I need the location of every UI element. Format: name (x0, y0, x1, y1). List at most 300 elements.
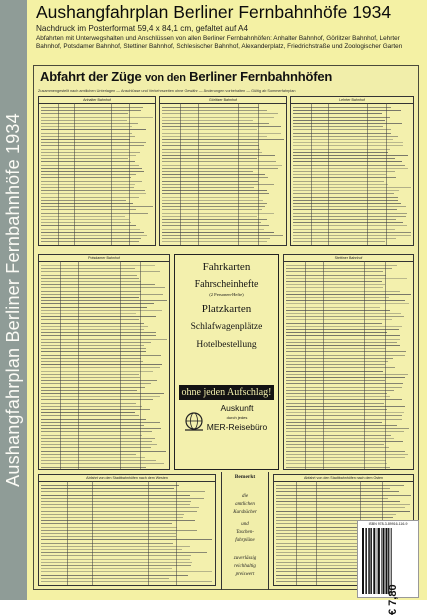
isbn-text: ISBN 978-3-89916-116-9 (368, 522, 408, 526)
timetable-column-divider (305, 261, 306, 469)
timetable-row-line (286, 460, 386, 461)
timetable-row-line (41, 145, 144, 146)
timetable-row-line (162, 174, 265, 175)
cover-header (36, 1, 416, 51)
barcode-stripe (365, 528, 367, 594)
timetable-row-line (286, 339, 400, 340)
timetable-row-line (41, 495, 190, 496)
timetable-row-line (293, 107, 391, 108)
timetable-row-line (286, 364, 385, 365)
timetable-row-line (276, 517, 393, 518)
timetable-row-line (41, 533, 176, 534)
timetable-row-line (41, 345, 144, 346)
timetable-row-line (162, 203, 267, 204)
cover-title: Aushangfahrplan Berliner Fernbahnhöfe 1934 (36, 2, 392, 22)
timetable-row-line (162, 110, 267, 111)
timetable-row-line (293, 152, 388, 153)
timetable-row-line (41, 565, 191, 566)
timetable-column-divider (296, 481, 297, 585)
timetable-row-line (286, 383, 403, 384)
timetable-row-line (41, 409, 150, 410)
timetable-row-line (293, 117, 390, 118)
advert-auskunft: Auskunft (220, 403, 254, 413)
timetable-row-line (293, 177, 396, 178)
timetable-row-line (293, 110, 401, 111)
timetable-row-line (286, 361, 388, 362)
timetable-column-heading: Stettiner Bahnhof (284, 255, 413, 262)
timetable-row-line (41, 168, 142, 169)
timetable-row-line (286, 447, 389, 448)
advert-auskunft-sub: durch jedes (226, 415, 248, 420)
timetable-row-line (286, 319, 392, 320)
middle-line: Taschen- (236, 530, 254, 535)
timetable-row-line (293, 171, 395, 172)
timetable-row-line (162, 107, 259, 108)
timetable-column-heading: Görlitzer Bahnhof (160, 97, 286, 104)
timetable-row-line (293, 193, 394, 194)
timetable-row-line (41, 219, 129, 220)
timetable-row-line (41, 454, 136, 455)
timetable-column-divider (67, 481, 68, 585)
timetable-column (290, 96, 414, 246)
barcode-stripe (373, 528, 375, 594)
timetable-row-line (286, 297, 389, 298)
timetable-row-line (286, 281, 382, 282)
timetable-row-line (286, 310, 390, 311)
spine-title: Aushangfahrplan Berliner Fernbahnhöfe 1934 (3, 113, 23, 487)
timetable-row-line (41, 517, 183, 518)
timetable-row-line (286, 345, 400, 346)
timetable-row-line (41, 514, 184, 515)
timetable-row-line (162, 219, 267, 220)
timetable-row-line (162, 145, 259, 146)
timetable-row-line (41, 225, 136, 226)
timetable-row-line (41, 358, 141, 359)
timetable-row-line (41, 488, 174, 489)
timetable-row-line (286, 367, 395, 368)
barcode-stripe (377, 528, 378, 594)
middle-line: preiswert (235, 572, 255, 577)
middle-line: und (241, 522, 249, 527)
timetable-row-line (41, 326, 148, 327)
timetable-row-line (41, 107, 143, 108)
timetable-row-line (41, 575, 188, 576)
timetable-column-divider (386, 103, 387, 245)
timetable-row-line (41, 498, 204, 499)
timetable-row-line (41, 177, 131, 178)
middle-line: zuverlässig (233, 556, 257, 561)
timetable-row-line (41, 351, 146, 352)
poster-title-main: Abfahrt der Züge (40, 69, 142, 84)
timetable-row-line (293, 136, 398, 137)
timetable-row-line (41, 530, 197, 531)
timetable-row-line (276, 491, 399, 492)
timetable-row-line (41, 174, 136, 175)
timetable-column-heading: Anhalter Bahnhof (39, 97, 155, 104)
timetable-row-line (286, 275, 386, 276)
advert-banner: ohne jeden Aufschlag! (179, 385, 274, 400)
cover-description: Abfahrten mit Unterwegshalten und Anschlüssen von allen Berliner Fernbahnhöfen: Anhalter Bahnhof, Görlitzer Bahnhof, Lehrter Bahnhof, Potsdamer Bahnhof, Stettiner Bahnhof, Schlesischer Bahnhof, Alexanderplatz, Friedrichstraße und Zoologischer Garten (36, 35, 403, 51)
timetable-row-line (293, 241, 385, 242)
timetable-row-line (41, 377, 140, 378)
timetable-row-line (162, 216, 257, 217)
advert-line: Fahrkarten (202, 261, 251, 273)
timetable-row-line (41, 291, 141, 292)
timetable-row-line (293, 203, 401, 204)
timetable-row-line (41, 501, 191, 502)
timetable-row-line (41, 265, 155, 266)
timetable-column-heading: Abfahrt von den Stadtbahnhöfen nach dem Osten (274, 475, 413, 482)
timetable-row-line (41, 415, 139, 416)
timetable-column-divider (58, 103, 59, 245)
timetable-row-line (162, 136, 267, 137)
timetable-row-line (293, 219, 396, 220)
timetable-row-line (286, 323, 382, 324)
timetable-row-line (41, 403, 136, 404)
timetable-row-line (41, 187, 134, 188)
timetable-row-line (293, 209, 397, 210)
timetable-row-line (286, 393, 387, 394)
timetable-row-line (162, 209, 262, 210)
timetable-column-divider (92, 481, 93, 585)
timetable-row-line (41, 216, 125, 217)
timetable-row-line (41, 319, 139, 320)
barcode-label (357, 520, 419, 615)
timetable-row-line (162, 222, 261, 223)
timetable-row-line (162, 197, 259, 198)
timetable-row-line (41, 113, 128, 114)
timetable-row-line (162, 238, 270, 239)
timetable-row-line (41, 278, 139, 279)
timetable-row-line (286, 438, 394, 439)
timetable-row-line (41, 200, 126, 201)
timetable-column-heading: Abfahrt von den Stadtbahnhöfen nach dem Westen (39, 475, 215, 482)
timetable-row-line (162, 171, 253, 172)
timetable-row-line (41, 133, 132, 134)
price-text: € 7,80 (387, 584, 399, 615)
timetable-row-line (41, 229, 140, 230)
timetable-row-line (276, 501, 400, 502)
timetable-row-line (41, 281, 141, 282)
timetable-row-line (41, 139, 130, 140)
timetable-row-line (41, 555, 191, 556)
timetable-column-divider (198, 103, 199, 245)
timetable-row-line (286, 335, 400, 336)
timetable-row-line (286, 348, 386, 349)
timetable-row-line (41, 457, 145, 458)
timetable-row-line (162, 193, 269, 194)
timetable-column (283, 254, 414, 470)
timetable-row-line (162, 206, 265, 207)
timetable-row-line (162, 149, 260, 150)
timetable-row-line (162, 184, 274, 185)
timetable-column-divider (111, 103, 112, 245)
timetable-row-line (41, 329, 144, 330)
timetable-row-line (41, 568, 172, 569)
timetable-row-line (41, 161, 135, 162)
poster-title-von: von den (144, 72, 186, 84)
timetable-row-line (286, 271, 383, 272)
timetable-row-line (41, 578, 169, 579)
timetable-row-line (162, 200, 263, 201)
timetable-row-line (41, 348, 146, 349)
timetable-rows (284, 261, 413, 469)
middle-line: reichhaltig (234, 564, 256, 569)
timetable-row-line (293, 120, 385, 121)
timetable-row-line (276, 514, 396, 515)
timetable-row-line (162, 158, 257, 159)
timetable-row-line (41, 374, 139, 375)
timetable-row-line (286, 396, 390, 397)
timetable-row-line (276, 498, 388, 499)
timetable-row-line (41, 238, 141, 239)
timetable-row-line (41, 523, 172, 524)
middle-line: fahrpläne (235, 538, 255, 543)
timetable-column-divider (323, 261, 324, 469)
barcode-stripe (362, 528, 364, 594)
timetable-row-line (286, 390, 394, 391)
timetable-row-line (286, 409, 387, 410)
timetable-row-line (41, 313, 136, 314)
timetable-row-line (41, 155, 136, 156)
timetable-column-divider (180, 103, 181, 245)
barcode-stripe (383, 528, 385, 594)
timetable-row-line (286, 403, 384, 404)
timetable-row-line (286, 380, 385, 381)
timetable-column-heading: Potsdamer Bahnhof (39, 255, 169, 262)
timetable-row-line (293, 174, 386, 175)
timetable-row-line (293, 113, 382, 114)
timetable-row-line (162, 152, 262, 153)
timetable-row-line (286, 444, 384, 445)
timetable-row-line (41, 546, 190, 547)
timetable-row-line (41, 380, 157, 381)
timetable-row-line (41, 120, 127, 121)
timetable-row-line (41, 197, 139, 198)
middle-heading: Bemerkt (234, 474, 256, 480)
timetable-row-line (286, 307, 380, 308)
timetable-rows (39, 261, 169, 469)
timetable-row-line (41, 504, 190, 505)
timetable-row-line (162, 181, 258, 182)
middle-line: die (241, 494, 249, 499)
poster-title (40, 69, 332, 84)
timetable-row-line (41, 441, 152, 442)
timetable-row-line (293, 158, 395, 159)
timetable-row-line (286, 332, 387, 333)
timetable-row-line (41, 181, 142, 182)
timetable-row-line (41, 562, 192, 563)
timetable-row-line (286, 425, 397, 426)
timetable-row-line (293, 190, 399, 191)
timetable-row-line (293, 129, 391, 130)
timetable-row-line (41, 387, 145, 388)
timetable-column-divider (238, 103, 239, 245)
timetable-row-line (41, 123, 138, 124)
timetable-column-divider (60, 261, 61, 469)
timetable-column-divider (385, 261, 386, 469)
timetable-row-line (41, 406, 142, 407)
timetable-row-line (286, 371, 383, 372)
timetable-row-line (41, 527, 177, 528)
cover-subtitle: Nachdruck im Posterformat 59,4 x 84,1 cm, gefaltet auf A4 (36, 24, 249, 33)
timetable-rows (39, 481, 215, 585)
advert-line: (2 Personen-Hefte) (209, 292, 244, 297)
timetable-row-line (41, 559, 190, 560)
timetable-row-line (162, 229, 264, 230)
timetable-row-line (293, 139, 393, 140)
barcode-stripe (381, 528, 382, 594)
timetable-row-line (41, 152, 140, 153)
timetable-row-line (41, 390, 137, 391)
timetable-column (38, 474, 216, 586)
timetable-row-line (41, 412, 135, 413)
timetable-row-line (286, 467, 390, 468)
timetable-row-line (162, 129, 257, 130)
advert-agency: MER-Reisebüro (206, 422, 268, 432)
timetable-row-line (293, 229, 395, 230)
timetable-row-line (41, 438, 155, 439)
timetable-row-line (41, 209, 136, 210)
timetable-rows (160, 103, 286, 245)
timetable-row-line (162, 187, 254, 188)
timetable-row-line (286, 284, 385, 285)
timetable-column-divider (364, 261, 365, 469)
advert-line: Hotelbestellung (196, 340, 257, 350)
timetable-column (38, 96, 156, 246)
book-spine (0, 0, 27, 600)
timetable-row-line (41, 335, 156, 336)
timetable-row-line (286, 265, 397, 266)
timetable-row-line (286, 268, 392, 269)
timetable-row-line (41, 549, 182, 550)
timetable-row-line (286, 441, 403, 442)
timetable-poster (33, 65, 419, 590)
timetable-row-line (162, 123, 269, 124)
timetable-row-line (41, 491, 205, 492)
poster-intro-line: Zusammengestellt nach amtlichen Unterlagen — Anschlüsse und Verkehrszeiten ohne Gewähr — Änderungen vorbehalten — Gültig ab Sommerfahrplan (38, 89, 296, 93)
timetable-row-line (286, 422, 382, 423)
timetable-row-line (286, 342, 397, 343)
timetable-row-line (41, 536, 176, 537)
timetable-column-heading: Lehrter Bahnhof (291, 97, 413, 104)
timetable-row-line (162, 213, 274, 214)
timetable-column-divider (78, 261, 79, 469)
timetable-row-line (41, 383, 151, 384)
poster-title-rest: Berliner Fernbahnhöfen (189, 69, 333, 84)
timetable-column-divider (74, 103, 75, 245)
timetable-row-line (41, 543, 173, 544)
timetable-column-divider (258, 103, 259, 245)
timetable-row-line (41, 425, 144, 426)
timetable-column-divider (328, 103, 329, 245)
timetable-row-line (41, 203, 133, 204)
advert-line: Fahrscheinhefte (194, 279, 259, 290)
timetable-row-line (293, 238, 396, 239)
timetable-column-divider (140, 261, 141, 469)
timetable-row-line (41, 511, 197, 512)
timetable-column-divider (129, 103, 130, 245)
timetable-row-line (41, 485, 179, 486)
timetable-row-line (41, 297, 139, 298)
timetable-row-line (41, 307, 147, 308)
timetable-row-line (41, 110, 141, 111)
timetable-row-line (41, 158, 128, 159)
timetable-row-line (41, 431, 152, 432)
timetable-row-line (293, 181, 384, 182)
timetable-row-line (41, 552, 207, 553)
timetable-row-line (41, 136, 135, 137)
middle-note-box (221, 472, 269, 590)
timetable-row-line (293, 149, 390, 150)
timetable-row-line (162, 142, 258, 143)
timetable-row-line (41, 399, 153, 400)
timetable-row-line (41, 316, 156, 317)
timetable-row-line (41, 342, 151, 343)
timetable-row-line (276, 488, 390, 489)
timetable-row-line (293, 184, 388, 185)
timetable-row-line (41, 126, 132, 127)
barcode-stripe (370, 528, 372, 594)
timetable-column-divider (120, 261, 121, 469)
travel-agency-advert (174, 254, 279, 470)
timetable-column-divider (316, 481, 317, 585)
timetable-row-line (286, 358, 393, 359)
timetable-row-line (41, 284, 155, 285)
timetable-column-divider (311, 103, 312, 245)
timetable-row-line (41, 447, 151, 448)
timetable-row-line (293, 197, 398, 198)
timetable-row-line (41, 332, 156, 333)
timetable-rows (291, 103, 413, 245)
timetable-row-line (41, 268, 135, 269)
timetable-column-divider (367, 103, 368, 245)
timetable-column (38, 254, 170, 470)
timetable-row-line (293, 126, 383, 127)
timetable-row-line (41, 323, 144, 324)
timetable-row-line (41, 241, 139, 242)
advert-line: Platzkarten (201, 303, 252, 315)
timetable-row-line (41, 149, 129, 150)
timetable-row-line (286, 435, 391, 436)
timetable-rows (39, 103, 155, 245)
timetable-row-line (276, 485, 404, 486)
timetable-row-line (286, 463, 387, 464)
middle-line: amtlichen (235, 502, 255, 507)
timetable-column-divider (176, 481, 177, 585)
middle-line: Kursbücher (233, 510, 257, 515)
barcode-stripe (368, 528, 370, 594)
timetable-row-line (41, 460, 156, 461)
timetable-row-line (41, 165, 139, 166)
timetable-row-line (41, 222, 131, 223)
timetable-column (159, 96, 287, 246)
timetable-row-line (41, 467, 146, 468)
timetable-row-line (162, 117, 274, 118)
timetable-row-line (41, 275, 137, 276)
advert-line: Schlafwagenplätze (190, 322, 263, 332)
timetable-row-line (286, 287, 383, 288)
barcode-stripe (378, 528, 380, 594)
timetable-row-line (41, 435, 142, 436)
timetable-row-line (162, 177, 268, 178)
timetable-row-line (41, 520, 195, 521)
timetable-row-line (41, 303, 154, 304)
timetable-row-line (162, 241, 267, 242)
timetable-row-line (41, 184, 135, 185)
timetable-row-line (286, 291, 400, 292)
timetable-row-line (41, 361, 143, 362)
